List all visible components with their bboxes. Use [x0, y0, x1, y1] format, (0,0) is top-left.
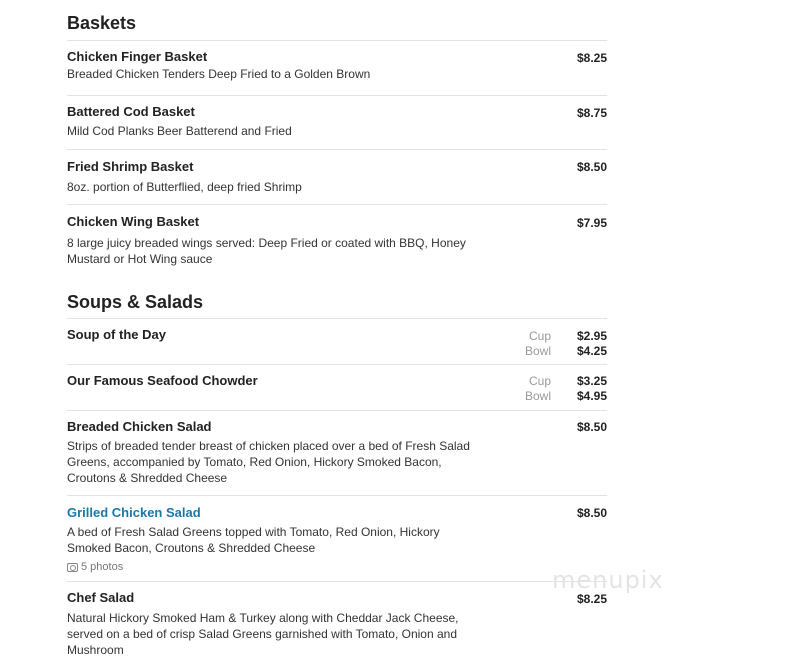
item-price: $8.25 — [576, 51, 607, 65]
size-labels — [525, 374, 551, 404]
item-price: $8.25 — [576, 592, 607, 606]
item-name: Fried Shrimp Basket — [67, 159, 194, 174]
item-description: A bed of Fresh Salad Greens topped with Tomato, Red Onion, Hickory Smoked Bacon, Croutons & Shredded Cheese — [67, 525, 440, 555]
menu-item — [67, 40, 607, 95]
item-name: Chicken Finger Basket — [67, 49, 208, 64]
size-price: $4.25 — [576, 344, 607, 358]
item-name: Soup of the Day — [67, 327, 166, 342]
photos-count: 5 photos — [81, 561, 124, 573]
menu-item — [67, 318, 607, 365]
item-name: Chef Salad — [67, 590, 135, 605]
item-description: Breaded Chicken Tenders Deep Fried to a Golden Brown — [67, 67, 371, 81]
size-prices — [577, 329, 607, 359]
size-labels — [525, 329, 551, 359]
size-price: $4.95 — [576, 389, 607, 403]
item-description: Mild Cod Planks Beer Batterend and Fried — [67, 124, 292, 138]
item-price: $7.95 — [576, 216, 607, 230]
menupix-watermark: menupix — [552, 566, 664, 594]
item-price: $8.50 — [576, 160, 607, 174]
camera-icon — [67, 563, 78, 572]
menu-item — [67, 204, 607, 269]
menu-item — [67, 495, 607, 582]
item-description: 8 large juicy breaded wings served: Deep Fried or coated with BBQ, Honey Mustard or Hot Wing sauce — [67, 236, 466, 266]
photos-link[interactable] — [67, 560, 123, 574]
size-label: Bowl — [524, 344, 551, 358]
item-description: 8oz. portion of Butterflied, deep fried Shrimp — [67, 180, 302, 194]
size-price: $3.25 — [576, 374, 607, 388]
item-name: Breaded Chicken Salad — [67, 419, 212, 434]
size-price: $2.95 — [576, 329, 607, 343]
menu-item — [67, 410, 607, 496]
item-name-link[interactable]: Grilled Chicken Salad — [67, 505, 201, 520]
menu-item — [67, 95, 607, 150]
item-price: $8.50 — [576, 420, 607, 434]
item-price: $8.75 — [576, 106, 607, 120]
section-title-baskets: Baskets — [67, 13, 137, 33]
menu-item — [67, 364, 607, 411]
menu-item — [67, 149, 607, 205]
size-label: Bowl — [524, 389, 551, 403]
section-title-soups-salads: Soups & Salads — [67, 292, 204, 312]
size-label: Cup — [528, 374, 551, 388]
item-name: Our Famous Seafood Chowder — [67, 373, 258, 388]
item-name: Chicken Wing Basket — [67, 214, 200, 229]
item-description: Natural Hickory Smoked Ham & Turkey along with Cheddar Jack Cheese, served on a bed of crisp Salad Greens garnished with Tomato, Onion and Mushroom — [67, 611, 459, 657]
size-label: Cup — [528, 329, 551, 343]
menu-item — [67, 581, 607, 666]
item-description: Strips of breaded tender breast of chicken placed over a bed of Fresh Salad Greens, accompanied by Tomato, Red Onion, Hickory Smoked Bacon, Croutons & Shredded Cheese — [67, 439, 470, 485]
item-price: $8.50 — [576, 506, 607, 520]
item-name: Battered Cod Basket — [67, 104, 195, 119]
size-prices — [577, 374, 607, 404]
